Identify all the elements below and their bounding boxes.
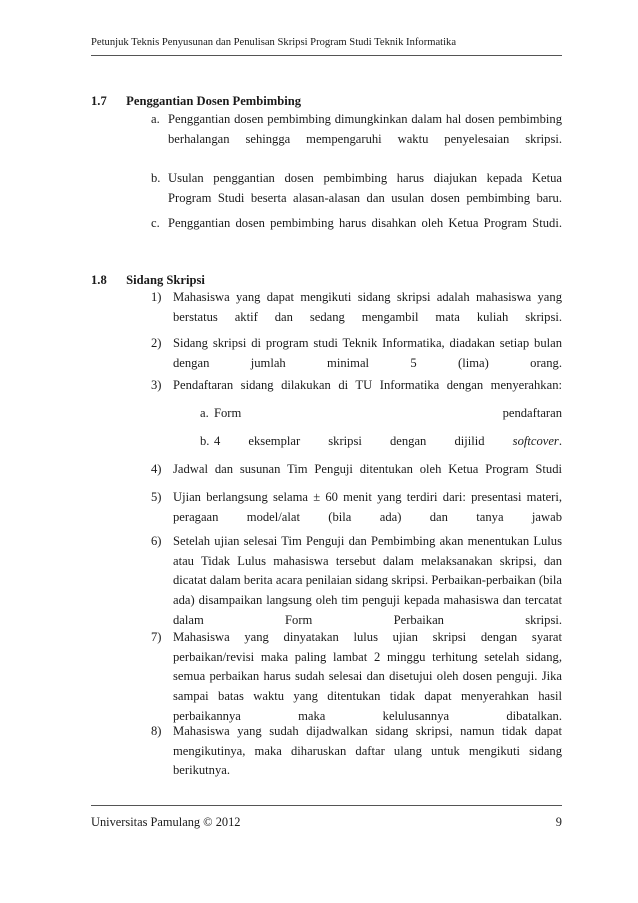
list-item-text: Usulan penggantian dosen pembimbing harus diajukan kepada Ketua Program Studi beserta alasan-alasan dan usulan dosen pembimbing baru.	[168, 171, 562, 205]
section-title: Sidang Skripsi	[126, 273, 205, 287]
list-marker: c.	[151, 216, 160, 230]
list-item-text: Penggantian dosen pembimbing harus disahkan oleh Ketua Program Studi.	[168, 216, 562, 230]
list-marker: 8)	[151, 724, 162, 738]
sub-list-item-text: Form pendaftaran	[214, 406, 562, 420]
list-marker: 5)	[151, 490, 162, 504]
text-run: .	[558, 434, 562, 448]
section-number: 1.7	[91, 94, 107, 108]
list-marker: 4)	[151, 462, 162, 476]
list-marker: 2)	[151, 336, 162, 350]
list-item-text: Mahasiswa yang sudah dijadwalkan sidang skripsi, namun tidak dapat mengikutinya, maka diharuskan daftar ulang untuk mengikuti sidang berikutnya.	[173, 724, 562, 778]
footer-rule	[91, 805, 562, 806]
list-item-text: Pendaftaran sidang dilakukan di TU Informatika dengan menyerahkan:	[173, 378, 562, 392]
list-item-text: Jadwal dan susunan Tim Penguji ditentukan oleh Ketua Program Studi	[173, 462, 562, 476]
section-heading-1-7	[91, 93, 301, 109]
list-item	[151, 110, 562, 169]
list-marker: 3)	[151, 378, 162, 392]
list-item-text: Setelah ujian selesai Tim Penguji dan Pembimbing akan menentukan Lulus atau Tidak Lulus mahasiswa tersebut dalam melaksanakan skripsi, dan dicatat dalam berita acara penilaian sidang skripsi. Perbaikan-perbaikan (bila ada) disampaikan langsung oleh tim penguji kepada mahasiswa dan tercatat dalam Form Perbaikan skripsi.	[173, 534, 562, 627]
footer-text: Universitas Pamulang © 2012	[91, 815, 241, 829]
list-item	[151, 722, 562, 801]
italic-term: softcover	[512, 434, 559, 448]
text-run: 4 eksemplar skripsi dengan dijilid	[214, 434, 513, 448]
section-number: 1.8	[91, 273, 107, 287]
section-title: Penggantian Dosen Pembimbing	[126, 94, 302, 108]
list-item	[151, 214, 562, 253]
list-marker: b.	[151, 171, 161, 185]
list-marker: a.	[200, 406, 209, 420]
page-number: 9	[555, 815, 562, 829]
list-marker: b.	[200, 434, 210, 448]
list-item-text: Sidang skripsi di program studi Teknik Informatika, diadakan setiap bulan dengan jumlah minimal 5 (lima) orang.	[173, 336, 562, 370]
list-marker: 7)	[151, 630, 162, 644]
list-marker: 6)	[151, 534, 162, 548]
list-item-text: Mahasiswa yang dapat mengikuti sidang skripsi adalah mahasiswa yang berstatus aktif dan sedang mengambil mata kuliah skripsi.	[173, 290, 562, 324]
section-heading-1-8	[91, 272, 205, 288]
list-item-text: Ujian berlangsung selama ± 60 menit yang terdiri dari: presentasi materi, peragaan model/alat (bila ada) dan tanya jawab	[173, 490, 562, 524]
list-marker: a.	[151, 112, 160, 126]
list-item-text: Mahasiswa yang dinyatakan lulus ujian skripsi dengan syarat perbaikan/revisi maka paling lambat 2 minggu terhitung setelah sidang, semua perbaikan harus sudah selesai dan disetujui oleh dosen penguji. Jika sampai batas waktu yang ditentukan tidak dapat menyerahkan hasil perbaikannya maka kelulusannya dibatalkan.	[173, 630, 562, 723]
list-marker: 1)	[151, 290, 162, 304]
page-header-text: Petunjuk Teknis Penyusunan dan Penulisan Skripsi Program Studi Teknik Informatika	[91, 37, 457, 48]
list-item-text: Penggantian dosen pembimbing dimungkinkan dalam hal dosen pembimbing berhalangan sehingga mempengaruhi waktu penyelesaian skripsi.	[168, 112, 562, 146]
